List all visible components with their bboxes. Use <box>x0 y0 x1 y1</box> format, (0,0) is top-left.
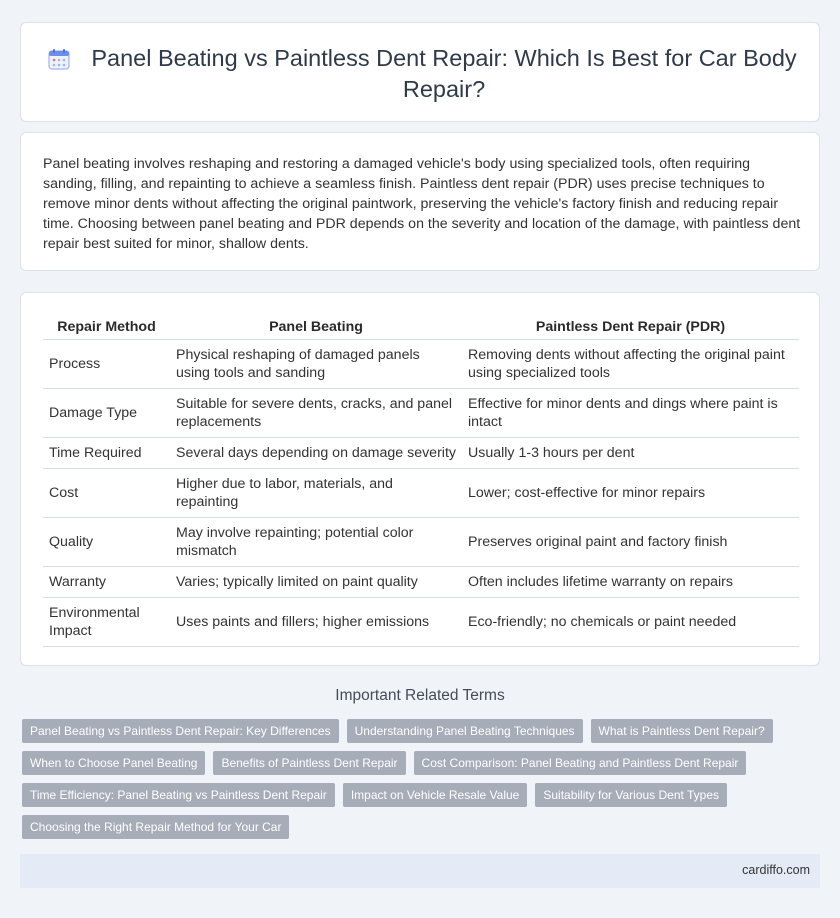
row-label: Cost <box>43 468 170 517</box>
row-label: Environmental Impact <box>43 597 170 646</box>
related-term-tag[interactable]: When to Choose Panel Beating <box>22 751 205 775</box>
pdr-cell: Eco-friendly; no chemicals or paint needed <box>462 597 799 646</box>
comparison-table <box>43 315 799 647</box>
table-row <box>43 388 799 437</box>
title-card <box>20 22 820 122</box>
related-term-tag[interactable]: Impact on Vehicle Resale Value <box>343 783 528 807</box>
pdr-cell: Often includes lifetime warranty on repairs <box>462 566 799 597</box>
calendar-icon <box>47 47 71 71</box>
table-row <box>43 517 799 566</box>
page-title: Panel Beating vs Paintless Dent Repair: Which Is Best for Car Body Repair? <box>91 45 797 102</box>
related-term-tag[interactable]: Benefits of Paintless Dent Repair <box>213 751 405 775</box>
related-term-tag[interactable]: Time Efficiency: Panel Beating vs Paintless Dent Repair <box>22 783 335 807</box>
panel-beating-cell: Higher due to labor, materials, and repainting <box>170 468 462 517</box>
row-label: Time Required <box>43 437 170 468</box>
table-row <box>43 437 799 468</box>
pdr-cell: Removing dents without affecting the original paint using specialized tools <box>462 339 799 388</box>
table-row <box>43 339 799 388</box>
related-term-tag[interactable]: Choosing the Right Repair Method for Your Car <box>22 815 289 839</box>
table-row <box>43 597 799 646</box>
panel-beating-cell: Varies; typically limited on paint quality <box>170 566 462 597</box>
related-term-tag[interactable]: Panel Beating vs Paintless Dent Repair: Key Differences <box>22 719 339 743</box>
related-term-tag[interactable]: What is Paintless Dent Repair? <box>591 719 773 743</box>
pdr-cell: Usually 1-3 hours per dent <box>462 437 799 468</box>
panel-beating-cell: Suitable for severe dents, cracks, and panel replacements <box>170 388 462 437</box>
pdr-cell: Effective for minor dents and dings where paint is intact <box>462 388 799 437</box>
comparison-table-card <box>20 292 820 666</box>
panel-beating-cell: Uses paints and fillers; higher emissions <box>170 597 462 646</box>
pdr-cell: Preserves original paint and factory finish <box>462 517 799 566</box>
related-term-tag[interactable]: Suitability for Various Dent Types <box>535 783 727 807</box>
footer-site-link[interactable]: cardiffo.com <box>742 863 810 877</box>
row-label: Warranty <box>43 566 170 597</box>
table-row <box>43 566 799 597</box>
table-row <box>43 468 799 517</box>
row-label: Quality <box>43 517 170 566</box>
column-header-panel-beating: Panel Beating <box>170 315 462 339</box>
row-label: Damage Type <box>43 388 170 437</box>
related-terms-heading: Important Related Terms <box>335 687 505 704</box>
pdr-cell: Lower; cost-effective for minor repairs <box>462 468 799 517</box>
column-header-pdr: Paintless Dent Repair (PDR) <box>462 315 799 339</box>
panel-beating-cell: Physical reshaping of damaged panels using tools and sanding <box>170 339 462 388</box>
row-label: Process <box>43 339 170 388</box>
intro-card <box>20 132 820 271</box>
intro-paragraph: Panel beating involves reshaping and restoring a damaged vehicle's body using specialized tools, often requiring sanding, filling, and repainting to achieve a seamless finish. Paintless dent repair (PDR) uses precise techniques to remove minor dents without affecting the original paintwork, preserving the vehicle's factory finish and reducing repair time. Choosing between panel beating and PDR depends on the severity and location of the damage, with paintless dent repair best suited for minor, shallow dents. <box>43 156 801 252</box>
panel-beating-cell: May involve repainting; potential color mismatch <box>170 517 462 566</box>
related-term-tag[interactable]: Understanding Panel Beating Techniques <box>347 719 583 743</box>
panel-beating-cell: Several days depending on damage severity <box>170 437 462 468</box>
footer-bar <box>20 854 820 888</box>
related-term-tag[interactable]: Cost Comparison: Panel Beating and Paintless Dent Repair <box>414 751 747 775</box>
table-header-row <box>43 315 799 339</box>
related-terms-list <box>22 719 812 839</box>
column-header-repair-method: Repair Method <box>43 315 170 339</box>
